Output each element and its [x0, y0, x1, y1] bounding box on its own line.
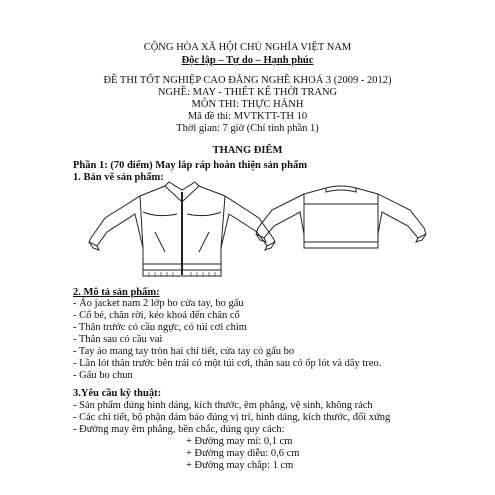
description-item: - Thân sau có cầu vai — [73, 334, 163, 345]
requirement-item: - Các chi tiết, bộ phận đảm bảo đúng vị trí, hình dáng, kích thước, đối xứng — [73, 412, 391, 423]
description-heading: 2. Mô tả sản phẩm: — [73, 287, 160, 298]
stitch-spec: + Đường may diễu: 0,6 cm — [186, 448, 300, 459]
requirement-item: - Sản phẩm đúng hình dáng, kích thước, êm phẳng, vệ sinh, không rách — [73, 400, 373, 411]
exam-title: ĐỀ THI TỐT NGHIỆP CAO ĐẲNG NGHỀ KHOÁ 3 (2009 - 2012) — [103, 75, 392, 86]
jacket-front-drawing — [85, 178, 280, 286]
part1-heading: Phần 1: (70 điểm) May lắp ráp hoàn thiện sản phẩm — [73, 160, 307, 171]
description-item: - Gấu bo chun — [73, 370, 133, 381]
motto: Độc lập – Tự do – Hạnh phúc — [181, 55, 314, 66]
trade-name: NGHỀ: MAY - THIẾT KẾ THỜI TRANG — [157, 87, 338, 98]
requirements-heading: 3.Yêu cầu kỹ thuật: — [73, 388, 162, 399]
jacket-back-drawing — [252, 182, 430, 252]
drawing-heading: 1. Bản vẽ sản phẩm: — [73, 172, 164, 183]
scale-title: THANG ĐIỂM — [212, 145, 283, 156]
description-item: - Cổ bẻ, chân rời, kéo khoá đến chân cổ — [73, 310, 240, 321]
country-name: CỘNG HÒA XÃ HỘI CHỦ NGHĨA VIỆT NAM — [143, 42, 352, 53]
stitch-spec: + Đường may chắp: 1 cm — [186, 460, 294, 471]
exam-code: Mã đề thi: MVTKTT-TH 10 — [187, 111, 308, 122]
description-item: - Thân trước có cầu ngực, có túi cơi chìm — [73, 322, 247, 333]
requirement-item: - Đường may êm phẳng, bền chắc, đúng quy cách: — [73, 424, 285, 435]
stitch-spec: + Đường may mí: 0,1 cm — [186, 436, 293, 447]
description-item: - Áo jacket nam 2 lớp bo cửa tay, bo gấu — [73, 298, 244, 309]
exam-time: Thời gian: 7 giờ (Chỉ tính phần 1) — [176, 123, 319, 134]
subject-name: MÔN THI: THỰC HÀNH — [191, 99, 304, 110]
description-item: - Lần lót thân trước bên trái có một túi cơi, thân sau có ốp lót và dây treo. — [73, 358, 382, 369]
description-item: - Tay áo mang tay tròn hai chi tiết, cửa tay có gấu bo — [73, 346, 295, 357]
